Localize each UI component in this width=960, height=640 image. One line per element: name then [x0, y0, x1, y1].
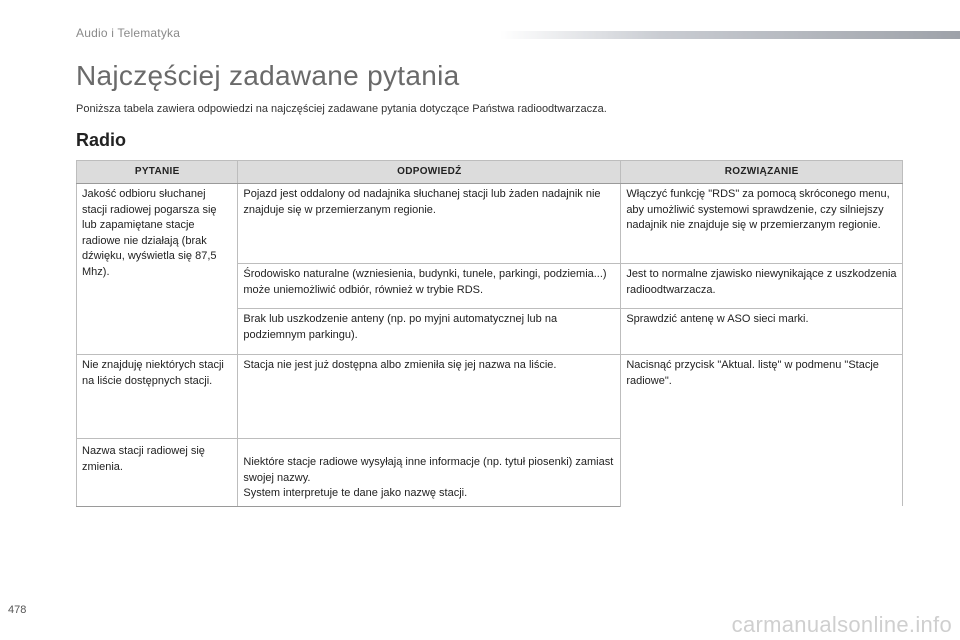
intro-text: Poniższa tabela zawiera odpowiedzi na najczęściej zadawane pytania dotyczące Państwa radioodtwarzacza. [76, 103, 607, 115]
answer-line: Niektóre stacje radiowe wysyłają inne informacje (np. tytuł piosenki) zamiast swojej nazwy. [243, 456, 614, 484]
column-header-solution: ROZWIĄZANIE [621, 161, 903, 184]
question-cell: Nazwa stacji radiowej się zmienia. [77, 439, 238, 507]
answer-cell: Środowisko naturalne (wzniesienia, budynki, tunele, parkingi, podziemia...) może uniemożliwić odbiór, również w trybie RDS. [238, 264, 621, 309]
answer-cell: Pojazd jest oddalony od nadajnika słuchanej stacji lub żaden nadajnik nie znajduje się w przemierzanym regionie. [238, 184, 621, 264]
question-cell: Nie znajduję niektórych stacji na liście dostępnych stacji. [77, 355, 238, 439]
faq-table-header [77, 161, 903, 184]
solution-cell: Włączyć funkcję "RDS" za pomocą skróconego menu, aby umożliwić systemowi sprawdzenie, czy silniejszy nadajnik nie znajduje się w przemierzanym regionie. [621, 184, 903, 264]
column-header-question: PYTANIE [77, 161, 238, 184]
section-title: Radio [76, 130, 127, 150]
column-header-answer: ODPOWIEDŹ [238, 161, 621, 184]
watermark: carmanualsonline.info [731, 612, 952, 637]
page-number: 478 [8, 604, 27, 616]
header-row [77, 161, 903, 184]
answer-cell: Brak lub uszkodzenie anteny (np. po myjni automatycznej lub na podziemnym parkingu). [238, 309, 621, 355]
faq-table-body [77, 184, 903, 507]
question-cell: Jakość odbioru słuchanej stacji radiowej pogarsza się lub zapamiętane stacje radiowe nie działają (brak dźwięku, wyświetla się 87,5 Mhz). [77, 184, 238, 355]
header-decorative-bar [500, 31, 960, 39]
solution-cell: Sprawdzić antenę w ASO sieci marki. [621, 309, 903, 355]
page-title: Najczęściej zadawane pytania [76, 60, 460, 91]
solution-cell: Nacisnąć przycisk "Aktual. listę" w podmenu "Stacje radiowe". [621, 355, 903, 507]
answer-cell: Stacja nie jest już dostępna albo zmieniła się jej nazwa na liście. [238, 355, 621, 439]
header-label: Audio i Telematyka [76, 26, 181, 40]
table-row [77, 184, 903, 264]
solution-cell: Jest to normalne zjawisko niewynikające z uszkodzenia radioodtwarzacza. [621, 264, 903, 309]
faq-table [76, 160, 903, 507]
answer-cell [238, 439, 621, 507]
answer-line: System interpretuje te dane jako nazwę stacji. [243, 487, 468, 499]
table-row [77, 355, 903, 439]
